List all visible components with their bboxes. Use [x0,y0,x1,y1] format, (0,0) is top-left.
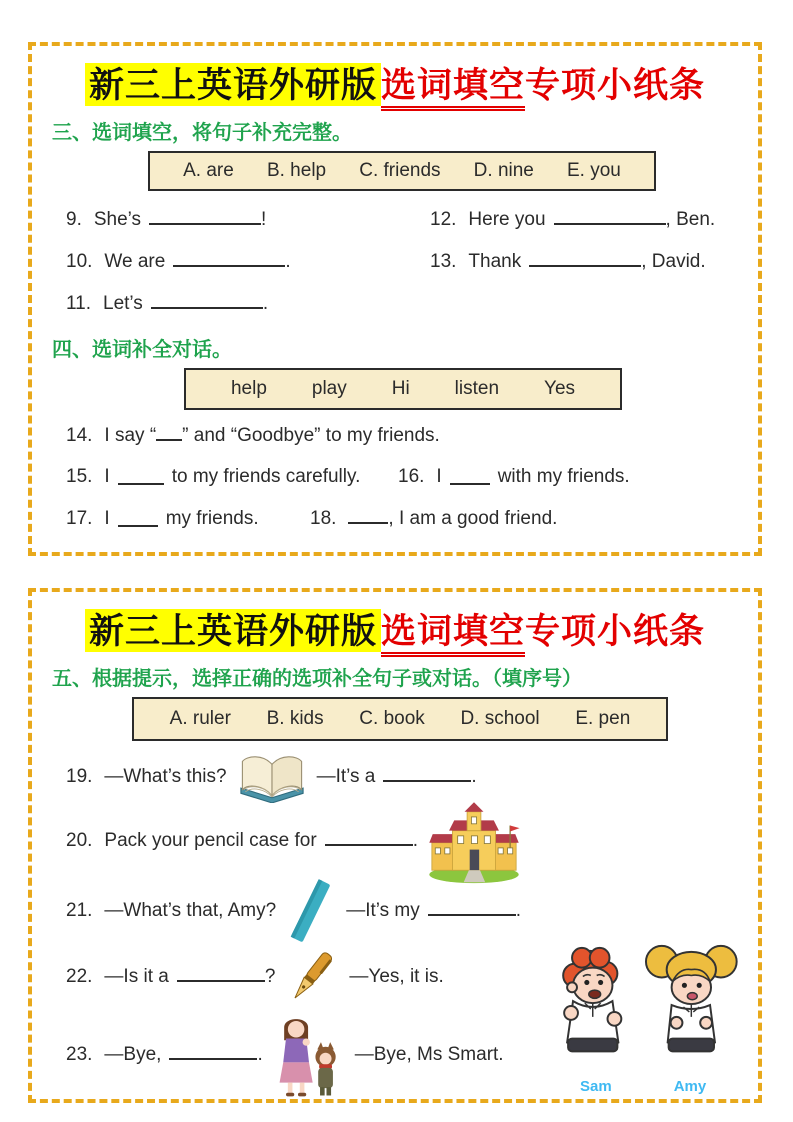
word-bank-option: C. book [359,708,425,729]
question-text: . [412,830,418,851]
fountain-pen-image [283,946,341,1008]
question-22 [66,945,444,1009]
question-text: ? [264,966,276,987]
question-text: . [285,251,291,272]
ruler-image [284,878,338,944]
word-bank-option: D. school [460,708,540,729]
question-text: Thank [468,251,522,272]
question-text: —What’s that, Amy? [104,900,277,921]
answer-blank [118,511,158,527]
word-bank-option: C. friends [359,160,441,181]
question-11 [66,283,430,325]
question-14 [66,416,440,456]
answer-blank [529,251,641,267]
teacher-and-child-image [271,1009,347,1101]
answer-blank [118,469,164,485]
title-red-underlined-part: 选词填空 [381,66,525,111]
question-20 [66,805,522,877]
word-bank-option: A. ruler [169,708,231,729]
question-number: 16. [398,466,425,487]
question-21 [66,877,521,945]
answer-text: . [471,766,477,787]
question-16 [398,456,630,498]
question-text: Pack your pencil case for [104,830,317,851]
section-5-heading: 五、根据提示，选择正确的选项补全句子或对话。（填序号） [52,668,582,690]
question-10 [66,241,430,283]
question-number: 21. [66,900,93,921]
question-17 [66,498,310,540]
title-red-rest-part: 专项小纸条 [525,612,706,651]
question-row [66,416,742,456]
question-text: . [262,293,269,314]
question-text: , Ben. [665,209,716,230]
word-bank-option: Hi [391,378,410,399]
question-number: 14. [66,425,93,446]
question-9 [66,199,430,241]
question-row [66,877,742,945]
question-text: , David. [641,251,706,272]
question-row [66,749,742,805]
word-bank-option: listen [454,378,500,399]
word-bank-option: B. kids [266,708,324,729]
answer-text: —It’s my [346,900,420,921]
answer-blank [156,425,182,441]
answer-text: . [515,900,522,921]
question-row [66,498,742,540]
section-3-heading: 三、选词填空，将句子补充完整。 [52,122,352,144]
question-text: I [104,508,110,529]
answer-blank [177,966,265,982]
question-number: 23. [66,1044,93,1065]
question-text: Let’s [103,293,143,314]
answer-blank [450,469,490,485]
question-number: 18. [310,508,337,529]
question-number: 19. [66,766,93,787]
question-text: with my friends. [497,466,630,487]
question-row [66,805,742,877]
word-bank-option: D. nine [473,160,534,181]
question-text: —Is it a [104,966,169,987]
answer-blank [325,830,413,846]
question-text: my friends. [165,508,259,529]
question-text: We are [104,251,166,272]
word-bank-option: Yes [544,378,576,399]
question-text: I say “ [104,425,157,446]
answer-blank [151,293,263,309]
worksheet-card-1 [28,42,762,556]
answer-blank [554,209,666,225]
question-number: 11. [66,293,92,314]
answer-blank [173,251,285,267]
question-number: 12. [430,209,457,230]
question-number: 15. [66,466,93,487]
question-number: 13. [430,251,457,272]
question-text: I [436,466,442,487]
question-19 [66,749,477,805]
question-row [66,283,742,325]
title-highlighted-part: 新三上英语外研版 [85,63,381,106]
card-2-content [32,592,758,1099]
character-name-sam: Sam [580,1078,612,1095]
question-text: She’s [93,209,142,230]
question-number: 22. [66,966,93,987]
question-23 [66,1009,504,1101]
character-name-amy: Amy [673,1078,707,1095]
sam-and-amy-illustration [542,940,746,1095]
answer-text: —Yes, it is. [349,966,444,987]
question-number: 9. [66,209,82,230]
question-13 [430,241,706,283]
answer-text: —Bye, Ms Smart. [354,1044,504,1065]
word-bank-option: A. are [183,160,234,181]
question-row [66,456,742,498]
question-text: . [257,1044,263,1065]
word-bank-3 [132,697,668,741]
word-bank-option: E. pen [575,708,631,729]
question-text: —Bye, [104,1044,162,1065]
question-text: to my friends carefully. [171,466,361,487]
question-text: ” and “Goodbye” to my friends. [182,425,440,446]
question-18 [310,498,557,540]
question-text: I [104,466,110,487]
card-1-content [32,46,758,552]
worksheet-card-2 [28,588,762,1103]
title-red-rest-part: 专项小纸条 [525,66,706,105]
question-15 [66,456,398,498]
answer-blank [149,209,261,225]
question-text: , I am a good friend. [388,508,558,529]
page-title [48,604,742,654]
sam-and-amy-image [544,940,744,1078]
question-row [66,241,742,283]
page-title [48,58,742,108]
word-bank-option: E. you [567,160,621,181]
word-bank-2 [184,368,622,410]
question-number: 17. [66,508,93,529]
question-number: 20. [66,830,93,851]
answer-blank [348,508,388,524]
title-highlighted-part: 新三上英语外研版 [85,609,381,652]
answer-text: —It’s a [316,766,376,787]
answer-blank [169,1044,257,1060]
question-number: 10. [66,251,93,272]
character-name-labels [542,1078,746,1095]
word-bank-option: play [311,378,347,399]
question-text: Here you [468,209,546,230]
question-12 [430,199,715,241]
answer-blank [428,900,516,916]
question-text: —What’s this? [104,766,227,787]
open-book-image [235,751,309,803]
word-bank-option: B. help [266,160,327,181]
word-bank-option: help [230,378,267,399]
word-bank-1 [148,151,656,191]
question-row [66,199,742,241]
title-red-underlined-part: 选词填空 [381,612,525,657]
question-text: ! [261,209,267,230]
school-building-image [426,798,522,884]
section-4-heading: 四、选词补全对话。 [52,339,232,361]
answer-blank [383,766,471,782]
